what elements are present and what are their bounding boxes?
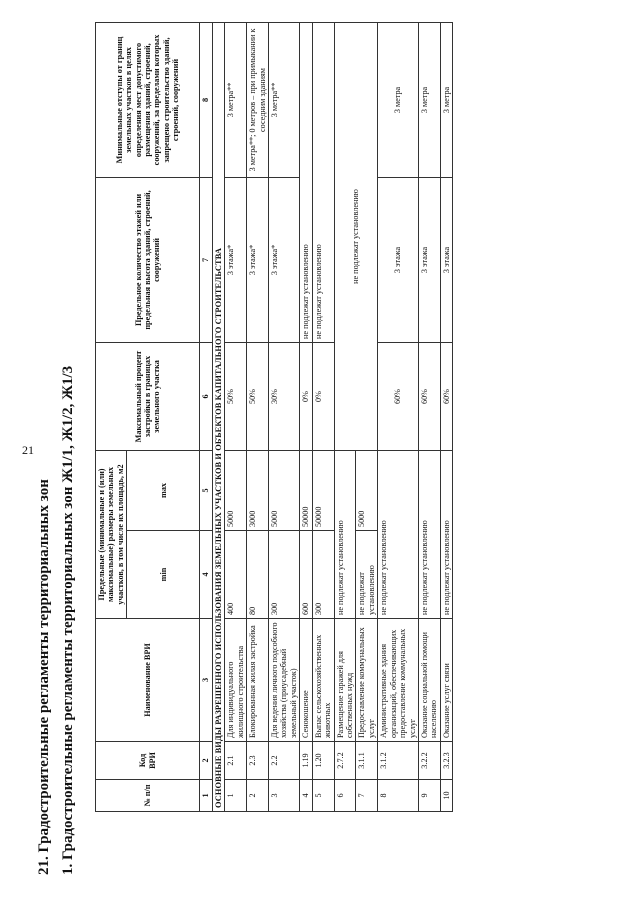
header-min: min <box>127 531 200 619</box>
cell-num: 5 <box>312 780 334 812</box>
cell-name: Выпас сельскохозяйственных животных <box>312 619 334 742</box>
table-row <box>300 22 312 811</box>
cell-pct: 0% <box>312 342 334 450</box>
cell-code: 3.2.3 <box>440 742 452 780</box>
header-max: max <box>127 450 200 530</box>
cell-code: 3.1.2 <box>378 742 419 780</box>
header-row <box>96 22 127 811</box>
table-row <box>225 22 247 811</box>
cell-num: 10 <box>440 780 452 812</box>
cell-max: 50000 <box>300 450 312 530</box>
table-row <box>269 22 300 811</box>
cell-size: не подлежат установлению <box>440 450 452 618</box>
cell-name: Оказание услуг связи <box>440 619 452 742</box>
cell-code: 2.7.2 <box>334 742 356 780</box>
cell-code: 2.1 <box>225 742 247 780</box>
regulations-table <box>95 22 453 812</box>
table-row <box>247 22 269 811</box>
col-number: 4 <box>200 531 212 619</box>
cell-merged-not-set: не подлежат установлению <box>334 22 378 450</box>
cell-num: 7 <box>356 780 378 812</box>
cell-num: 8 <box>378 780 419 812</box>
header-size-group: Предельные (минимальные и (или) максимальные) размеры земельных участков, в том числе их площадь, м2 <box>96 450 127 618</box>
cell-min: 80 <box>247 531 269 619</box>
col-number: 5 <box>200 450 212 530</box>
section-title: ОСНОВНЫЕ ВИДЫ РАЗРЕШЕННОГО ИСПОЛЬЗОВАНИЯ ЗЕМЕЛЬНЫХ УЧАСТКОВ И ОБЪЕКТОВ КАПИТАЛЬНОГО СТРОИТЕЛЬСТВА <box>212 22 225 811</box>
cell-setback: 3 метра** <box>269 22 300 177</box>
page-number: 21 <box>22 443 34 457</box>
cell-max: 3000 <box>247 450 269 530</box>
cell-code: 2.3 <box>247 742 269 780</box>
cell-setback: 3 метра <box>418 22 440 177</box>
subsection-heading: 1. Градостроительные регламенты территориальных зон Ж1/1, Ж1/2, Ж1/3 <box>60 365 76 875</box>
section-row <box>212 22 225 811</box>
cell-code: 2.2 <box>269 742 300 780</box>
cell-floors: 3 этажа <box>418 177 440 342</box>
cell-min: 300 <box>312 531 334 619</box>
header-name: Наименование ВРИ <box>96 619 200 742</box>
cell-floors: 3 этажа* <box>247 177 269 342</box>
header-build-pct: Максимальный процент застройки в границах земельного участка <box>96 342 200 450</box>
cell-name: Блокированная жилая застройка <box>247 619 269 742</box>
cell-pct: 50% <box>247 342 269 450</box>
cell-name: Административные здания организаций, обеспечивающих предоставление коммунальных услуг <box>378 619 419 742</box>
cell-floors: 3 этажа* <box>225 177 247 342</box>
cell-size: не подлежат установлению <box>378 450 419 618</box>
cell-num: 9 <box>418 780 440 812</box>
table-row <box>334 22 356 811</box>
cell-floors-setback: не подлежат установлению <box>300 22 312 342</box>
cell-floors-setback: не подлежат установлению <box>312 22 334 342</box>
table-row <box>440 22 452 811</box>
cell-code: 1.20 <box>312 742 334 780</box>
cell-pct: 60% <box>418 342 440 450</box>
table-row <box>312 22 334 811</box>
cell-min: 600 <box>300 531 312 619</box>
column-number-row <box>200 22 212 811</box>
table-row <box>418 22 440 811</box>
header-setback: Минимальные отступы от границ земельных участков в целях определения мест допустимого размещения зданий, строений, сооружений, за пределами которых запрещено строительство зданий, строений, сооружений <box>96 22 200 177</box>
cell-name: Сенокошение <box>300 619 312 742</box>
cell-code: 3.1.1 <box>356 742 378 780</box>
cell-name: Предоставление коммунальных услуг <box>356 619 378 742</box>
cell-max: 5000 <box>269 450 300 530</box>
section-heading: 21. Градостроительные регламенты территориальных зон <box>36 479 52 875</box>
col-number: 1 <box>200 780 212 812</box>
cell-size: не подлежат установлению <box>334 450 356 618</box>
cell-num: 1 <box>225 780 247 812</box>
cell-min: 300 <box>269 531 300 619</box>
cell-name: Размещение гаражей для собственных нужд <box>334 619 356 742</box>
cell-floors: 3 этажа* <box>269 177 300 342</box>
cell-pct: 0% <box>300 342 312 450</box>
cell-num: 3 <box>269 780 300 812</box>
col-number: 6 <box>200 342 212 450</box>
cell-setback: 3 метра** <box>225 22 247 177</box>
col-number: 2 <box>200 742 212 780</box>
cell-max: 50000 <box>312 450 334 530</box>
col-number: 3 <box>200 619 212 742</box>
cell-size: не подлежат установлению <box>418 450 440 618</box>
cell-num: 4 <box>300 780 312 812</box>
cell-pct: 30% <box>269 342 300 450</box>
cell-name: Для ведения личного подсобного хозяйства (приусадебный земельный участок) <box>269 619 300 742</box>
cell-code: 1.19 <box>300 742 312 780</box>
cell-pct: 60% <box>440 342 452 450</box>
cell-code: 3.2.2 <box>418 742 440 780</box>
cell-min: не подлежат установлению <box>356 531 378 619</box>
cell-max: 5000 <box>225 450 247 530</box>
cell-min: 400 <box>225 531 247 619</box>
header-num: № п/п <box>96 780 200 812</box>
cell-floors: 3 этажа <box>440 177 452 342</box>
cell-setback: 3 метра <box>440 22 452 177</box>
header-floors: Предельное количество этажей или предельная высота зданий, строений, сооружений <box>96 177 200 342</box>
col-number: 8 <box>200 22 212 177</box>
header-code: Код ВРИ <box>96 742 200 780</box>
cell-name: Оказание социальной помощи населению <box>418 619 440 742</box>
cell-setback: 3 метра**; 0 метров – при примыкании к соседним зданиям <box>247 22 269 177</box>
cell-name: Для индивидуального жилищного строительства <box>225 619 247 742</box>
cell-pct: 60% <box>378 342 419 450</box>
cell-max: 5000 <box>356 450 378 530</box>
cell-setback: 3 метра <box>378 22 419 177</box>
cell-floors: 3 этажа <box>378 177 419 342</box>
table-row <box>378 22 419 811</box>
cell-pct: 50% <box>225 342 247 450</box>
cell-num: 2 <box>247 780 269 812</box>
cell-num: 6 <box>334 780 356 812</box>
col-number: 7 <box>200 177 212 342</box>
